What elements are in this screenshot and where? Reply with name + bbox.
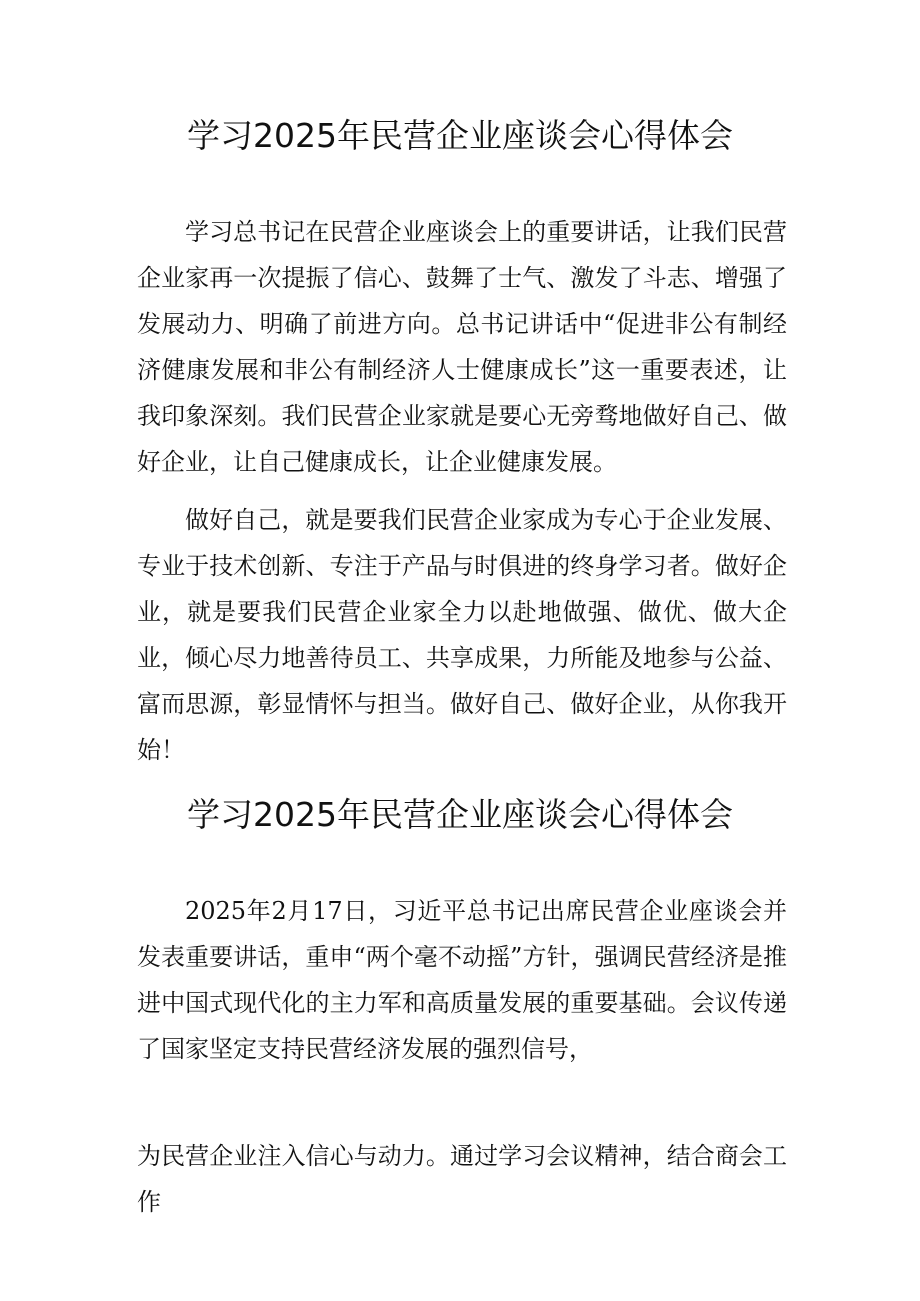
- section-2-paragraph-2: 为民营企业注入信心与动力。通过学习会议精神，结合商会工作: [137, 1142, 787, 1216]
- section-1-title: 学习2025年民营企业座谈会心得体会: [187, 116, 733, 155]
- section-2-paragraph-1: 2025年2月17日，习近平总书记出席民营企业座谈会并发表重要讲话，重申“两个毫不动摇”方针，强调民营经济是推进中国式现代化的主力军和高质量发展的重要基础。会议传递了国家坚定支持民营经济发展的强烈信号，: [137, 897, 787, 1063]
- section-2-title: 学习2025年民营企业座谈会心得体会: [187, 795, 733, 834]
- section-1-paragraph-2: 做好自己，就是要我们民营企业家成为专心于企业发展、专业于技术创新、专注于产品与时俱进的终身学习者。做好企业，就是要我们民营企业家全力以赴地做强、做优、做大企业，倾心尽力地善待员工、共享成果，力所能及地参与公益、富而思源，彰显情怀与担当。做好自己、做好企业，从你我开始！: [137, 506, 787, 764]
- section-1-paragraph-1: 学习总书记在民营企业座谈会上的重要讲话，让我们民营企业家再一次提振了信心、鼓舞了士气、激发了斗志、增强了发展动力、明确了前进方向。总书记讲话中“促进非公有制经济健康发展和非公有制经济人士健康成长”这一重要表述，让我印象深刻。我们民营企业家就是要心无旁骛地做好自己、做好企业，让自己健康成长，让企业健康发展。: [137, 218, 787, 476]
